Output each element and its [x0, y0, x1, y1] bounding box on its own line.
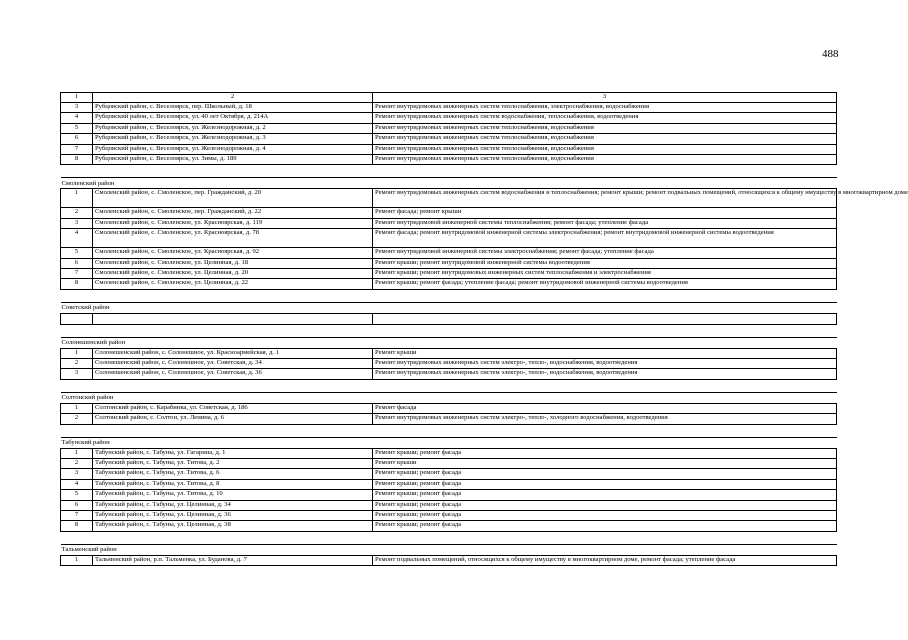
row-address: Смоленский район, с. Смоленское, ул. Красноярская, д. 119	[93, 218, 373, 228]
row-number: 1	[61, 448, 93, 458]
row-work: Ремонт внутридомовой инженерной системы электроснабжения; ремонт фасада; утепление фасада	[373, 248, 837, 258]
section-gap-cell	[61, 379, 837, 392]
table-row	[61, 448, 837, 458]
row-address: Рубцовский район, с. Веселоярск, ул. Железнодорожная, д. 3	[93, 134, 373, 144]
row-number: 3	[61, 103, 93, 113]
section-gap	[61, 379, 837, 392]
table-row	[61, 218, 837, 228]
table-row	[61, 113, 837, 123]
page-number: 488	[822, 48, 839, 60]
section-gap	[61, 289, 837, 302]
row-address: Рубцовский район, с. Веселоярск, пер. Школьный, д. 18	[93, 103, 373, 113]
table-row	[61, 414, 837, 424]
row-number: 8	[61, 279, 93, 289]
row-number: 1	[61, 555, 93, 565]
row-number: 3	[61, 218, 93, 228]
row-number: 3	[61, 469, 93, 479]
table-row	[61, 479, 837, 489]
row-address: Солтонский район, с. Солтон, ул. Ленина, д. 6	[93, 414, 373, 424]
header-cell-1: 1	[61, 93, 93, 103]
row-address: Табунский район, с. Табуны, ул. Титова, д. 6	[93, 469, 373, 479]
row-number: 2	[61, 459, 93, 469]
row-address: Солонешенский район, с. Солонешное, ул. Красноармейская, д. 1	[93, 348, 373, 358]
row-work: Ремонт внутридомовых инженерных систем водоснабжения, теплоснабжения, водоотведения	[373, 113, 837, 123]
row-address: Солонешенский район, с. Солонешное, ул. Советская, д. 36	[93, 369, 373, 379]
row-work: Ремонт крыши; ремонт фасада	[373, 448, 837, 458]
section-gap	[61, 424, 837, 437]
row-number: 8	[61, 154, 93, 164]
table-header-row	[61, 93, 837, 103]
row-number: 7	[61, 268, 93, 278]
table-row	[61, 348, 837, 358]
row-work: Ремонт внутридомовых инженерных систем электро-, тепло-, водоснабжения, водоотведения	[373, 369, 837, 379]
row-number: 5	[61, 490, 93, 500]
row-address: Табунский район, с. Табуны, ул. Целинная, д. 38	[93, 521, 373, 531]
row-work: Ремонт внутридомовых инженерных систем теплоснабжения, водоснабжения	[373, 134, 837, 144]
row-number	[61, 313, 93, 324]
table-row	[61, 248, 837, 258]
table-body	[61, 93, 908, 566]
table-row	[61, 189, 837, 208]
row-number: 2	[61, 359, 93, 369]
section-title: Советский район	[61, 302, 837, 313]
row-number: 3	[61, 369, 93, 379]
row-number: 4	[61, 113, 93, 123]
row-address: Смоленский район, с. Смоленское, пер. Гражданский, д. 22	[93, 208, 373, 218]
row-number: 1	[61, 403, 93, 413]
table-row	[61, 103, 837, 113]
row-address: Тальменский район, р.п. Тальменка, ул. Буданова, д. 7	[93, 555, 373, 565]
table-row	[61, 229, 837, 248]
section-title: Смоленский район	[61, 178, 837, 189]
row-work: Ремонт внутридомовой инженерной системы теплоснабжения; ремонт фасада; утепление фасада	[373, 218, 837, 228]
row-work: Ремонт внутридомовых инженерных систем электро-, тепло-, холодного водоснабжения, водоотведения	[373, 414, 837, 424]
row-work: Ремонт фасада; ремонт крыши	[373, 208, 837, 218]
section-heading-row	[61, 337, 837, 348]
table-row	[61, 510, 837, 520]
section-gap-cell	[61, 531, 837, 544]
section-title: Солонешенский район	[61, 337, 837, 348]
row-address: Табунский район, с. Табуны, ул. Титова, д. 10	[93, 490, 373, 500]
row-number: 4	[61, 229, 93, 248]
row-number: 1	[61, 348, 93, 358]
row-work: Ремонт крыши; ремонт внутридомовой инженерной системы водоотведения	[373, 258, 837, 268]
row-work: Ремонт крыши	[373, 348, 837, 358]
row-work: Ремонт крыши; ремонт фасада	[373, 510, 837, 520]
row-address: Солонешенский район, с. Солонешное, ул. Советская, д. 34	[93, 359, 373, 369]
section-gap	[61, 531, 837, 544]
table-row	[61, 313, 837, 324]
row-number: 8	[61, 521, 93, 531]
section-title: Тальменский район	[61, 544, 837, 555]
row-address	[93, 313, 373, 324]
row-address: Табунский район, с. Табуны, ул. Гагарина, д. 1	[93, 448, 373, 458]
row-address: Рубцовский район, с. Веселоярск, ул. Железнодорожная, д. 2	[93, 123, 373, 133]
row-work: Ремонт крыши	[373, 459, 837, 469]
row-address: Смоленский район, с. Смоленское, пер. Гражданский, д. 20	[93, 189, 373, 208]
table-row	[61, 521, 837, 531]
repair-program-table	[60, 92, 908, 566]
section-gap	[61, 165, 837, 178]
table-row	[61, 279, 837, 289]
row-address: Смоленский район, с. Смоленское, ул. Целинная, д. 22	[93, 279, 373, 289]
section-gap-cell	[61, 165, 837, 178]
row-number: 2	[61, 414, 93, 424]
row-number: 6	[61, 258, 93, 268]
row-number: 1	[61, 189, 93, 208]
section-heading-row	[61, 178, 837, 189]
table-row	[61, 134, 837, 144]
row-number: 6	[61, 500, 93, 510]
row-address: Смоленский район, с. Смоленское, ул. Красноярская, д. 92	[93, 248, 373, 258]
section-heading-row	[61, 302, 837, 313]
table-row	[61, 490, 837, 500]
row-work: Ремонт внутридомовых инженерных систем водоснабжения и теплоснабжения; ремонт крыши; ремонт подвальных помещений, относящихся к общему имуществу в многоквартирном доме	[373, 189, 837, 208]
table-row	[61, 500, 837, 510]
row-address: Рубцовский район, с. Веселоярск, ул. Зимы, д. 189	[93, 154, 373, 164]
table-row	[61, 369, 837, 379]
section-heading-row	[61, 392, 837, 403]
row-address: Смоленский район, с. Смоленское, ул. Красноярская, д. 78	[93, 229, 373, 248]
row-work: Ремонт крыши; ремонт фасада	[373, 490, 837, 500]
table-row	[61, 258, 837, 268]
row-work: Ремонт внутридомовых инженерных систем теплоснабжения, водоснабжения	[373, 123, 837, 133]
table-row	[61, 208, 837, 218]
row-work: Ремонт внутридомовых инженерных систем теплоснабжения, водоснабжения	[373, 144, 837, 154]
row-address: Табунский район, с. Табуны, ул. Целинная, д. 36	[93, 510, 373, 520]
table-row	[61, 469, 837, 479]
row-work: Ремонт крыши; ремонт фасада; утепление фасада; ремонт внутридомовой инженерной системы водоотведения	[373, 279, 837, 289]
row-work: Ремонт крыши; ремонт фасада	[373, 479, 837, 489]
section-title: Солтонский район	[61, 392, 837, 403]
row-number: 5	[61, 123, 93, 133]
row-work: Ремонт подвальных помещений, относящихся к общему имуществу в многоквартирном доме, ремонт фасада; утепление фасада	[373, 555, 837, 565]
table-row	[61, 123, 837, 133]
row-number: 6	[61, 134, 93, 144]
row-number: 4	[61, 479, 93, 489]
section-title: Табунский район	[61, 437, 837, 448]
row-address: Смоленский район, с. Смоленское, ул. Целинная, д. 20	[93, 268, 373, 278]
section-heading-row	[61, 544, 837, 555]
row-work: Ремонт внутридомовых инженерных систем электро-, тепло-, водоснабжения, водоотведения	[373, 359, 837, 369]
row-number: 2	[61, 208, 93, 218]
row-number: 5	[61, 248, 93, 258]
table-row	[61, 268, 837, 278]
section-gap-cell	[61, 424, 837, 437]
row-work: Ремонт крыши; ремонт фасада	[373, 469, 837, 479]
table-row	[61, 359, 837, 369]
table-row	[61, 459, 837, 469]
row-address: Рубцовский район, с. Веселоярск, ул. Железнодорожная, д. 4	[93, 144, 373, 154]
header-cell-3: 3	[373, 93, 837, 103]
table-row	[61, 144, 837, 154]
row-work: Ремонт крыши; ремонт внутридомовых инженерных систем теплоснабжения и электроснабжения	[373, 268, 837, 278]
row-work: Ремонт крыши; ремонт фасада	[373, 500, 837, 510]
section-gap-cell	[61, 324, 837, 337]
row-work: Ремонт внутридомовых инженерных систем теплоснабжения, электроснабжения, водоснабжения	[373, 103, 837, 113]
row-address: Солтонский район, с. Карабинка, ул. Советская, д. 186	[93, 403, 373, 413]
header-cell-2: 2	[93, 93, 373, 103]
row-number: 7	[61, 510, 93, 520]
section-gap	[61, 324, 837, 337]
row-work	[373, 313, 837, 324]
row-address: Табунский район, с. Табуны, ул. Титова, д. 2	[93, 459, 373, 469]
section-gap-cell	[61, 289, 837, 302]
table-row	[61, 555, 837, 565]
table-row	[61, 154, 837, 164]
row-address: Рубцовский район, с. Веселоярск, ул. 40 лет Октября, д. 214А	[93, 113, 373, 123]
row-address: Смоленский район, с. Смоленское, ул. Целинная, д. 18	[93, 258, 373, 268]
row-work: Ремонт фасада; ремонт внутридомовой инженерной системы электроснабжения; ремонт внутридомовой инженерной системы водоотведения	[373, 229, 837, 248]
row-work: Ремонт крыши; ремонт фасада	[373, 521, 837, 531]
row-work: Ремонт фасада	[373, 403, 837, 413]
row-number: 7	[61, 144, 93, 154]
table-row	[61, 403, 837, 413]
row-address: Табунский район, с. Табуны, ул. Титова, д. 8	[93, 479, 373, 489]
row-work: Ремонт внутридомовых инженерных систем теплоснабжения, водоснабжения	[373, 154, 837, 164]
row-address: Табунский район, с. Табуны, ул. Целинная, д. 34	[93, 500, 373, 510]
section-heading-row	[61, 437, 837, 448]
